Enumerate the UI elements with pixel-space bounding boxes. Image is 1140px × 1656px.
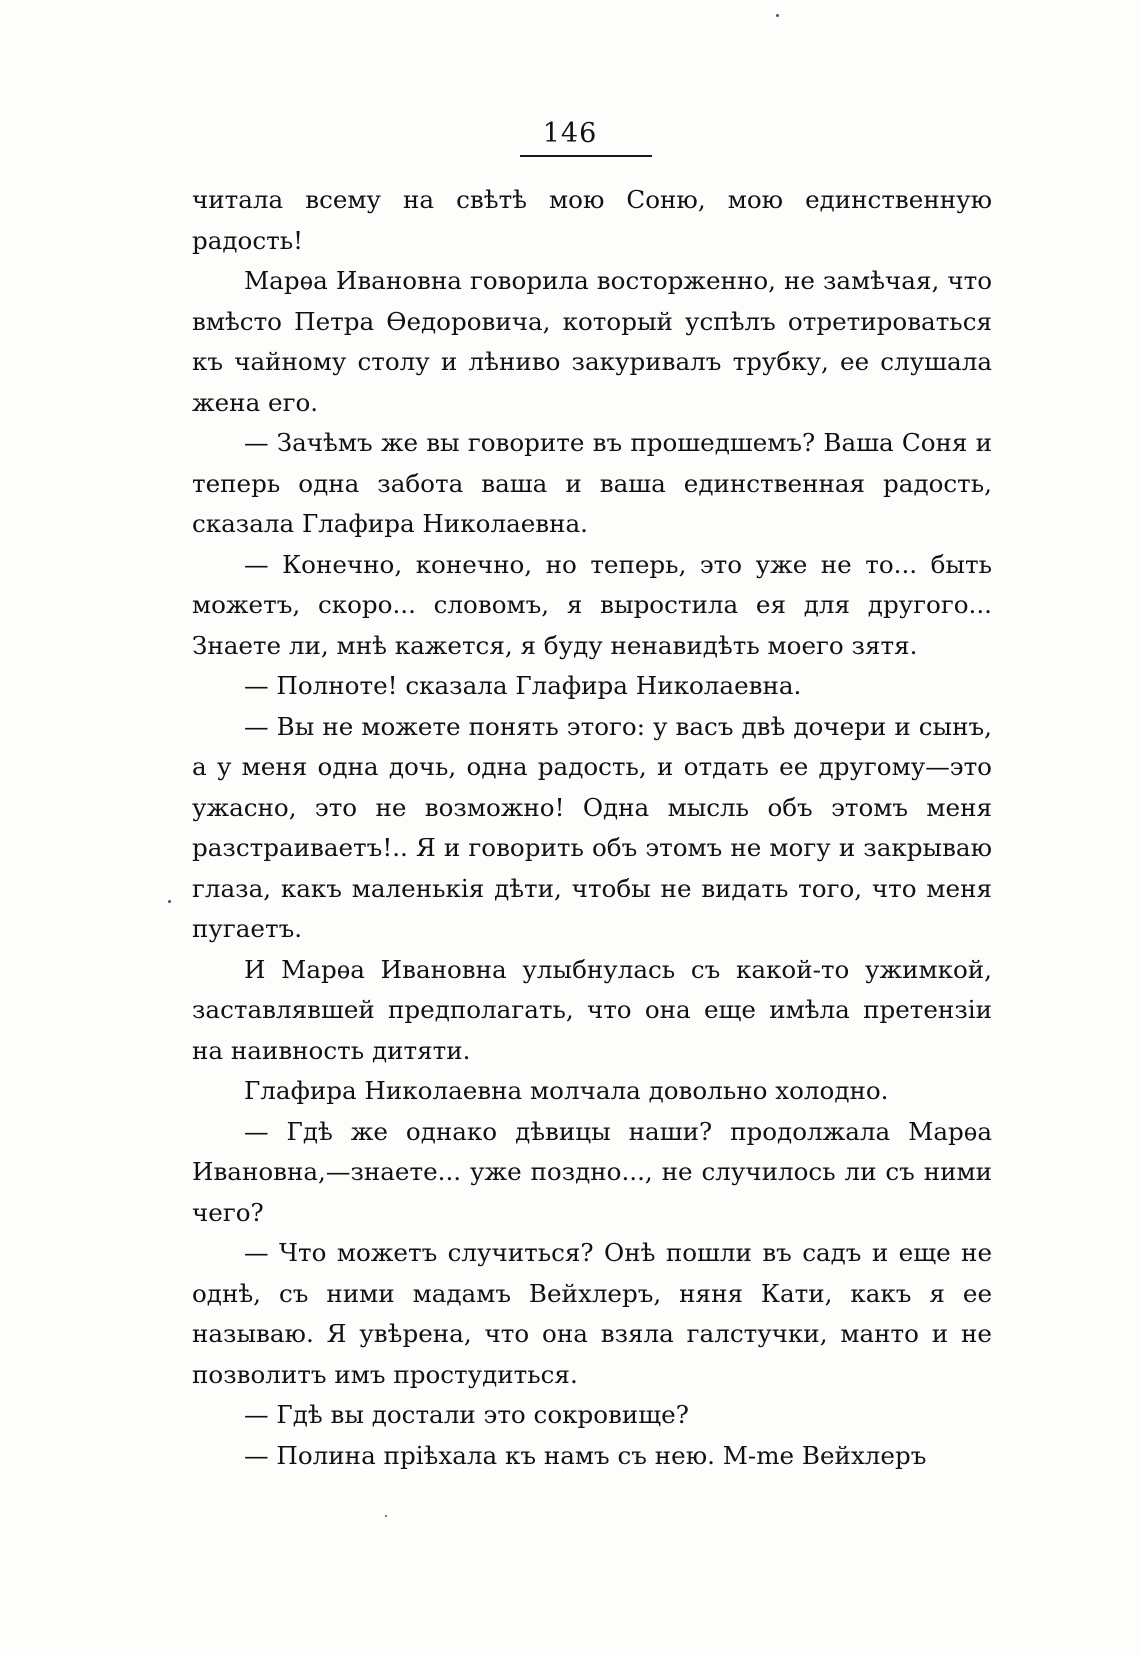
dialogue-line: — Гдѣ же однако дѣвицы наши? продолжала Марѳа Ивановна,—знаете... уже поздно..., не случилось ли съ ними чего?	[192, 1116, 992, 1227]
dialogue-line: — Вы не можете понять этого: у васъ двѣ дочери и сынъ, а у меня одна дочь, одна радость, и отдать ее другому—это ужасно, это не возможно! Одна мысль объ этомъ меня разстраиваетъ!.. Я и говорить объ этомъ не могу и закрываю глаза, какъ маленькія дѣти, чтобы не видать того, что меня пугаетъ.	[192, 711, 992, 943]
dialogue-line: — Гдѣ вы достали это сокровище?	[244, 1400, 689, 1429]
dialogue-line: — Полноте! сказала Глафира Николаевна.	[244, 671, 802, 700]
page-text	[192, 180, 992, 1476]
paragraph: И Марѳа Ивановна улыбнулась съ какой-то ужимкой, заставлявшей предполагать, что она еще имѣла претензіи на наивность дитяти.	[192, 954, 992, 1065]
paper-speck	[385, 1515, 387, 1517]
dialogue-line: — Конечно, конечно, но теперь, это уже не то... быть можетъ, скоро... словомъ, я выростила ея для другого... Знаете ли, мнѣ кажется, я буду ненавидѣть моего зятя.	[192, 549, 992, 660]
page-number-rule	[520, 155, 652, 157]
paragraph-continuation: читала всему на свѣтѣ мою Соню, мою единственную радость!	[192, 185, 992, 255]
paragraph: Марѳа Ивановна говорила восторженно, не замѣчая, что вмѣсто Петра Ѳедоровича, который успѣлъ отретироваться къ чайному столу и лѣниво закуривалъ трубку, ее слушала жена его.	[192, 266, 992, 417]
dialogue-line: — Зачѣмъ же вы говорите въ прошедшемъ? Ваша Соня и теперь одна забота ваша и ваша единственная радость, сказала Глафира Николаевна.	[192, 428, 992, 538]
paper-speck	[776, 14, 779, 17]
paragraph: Глафира Николаевна молчала довольно холодно.	[244, 1076, 889, 1105]
dialogue-line: — Полина пріѣхала къ намъ съ нею. M-me Вейхлеръ	[244, 1440, 927, 1470]
page-number: 146	[542, 118, 598, 149]
dialogue-line: — Что можетъ случиться? Онѣ пошли въ садъ и еще не однѣ, съ ними мадамъ Вейхлеръ, няня Кати, какъ я ее называю. Я увѣрена, что она взяла галстучки, манто и не позволитъ имъ простудиться.	[192, 1238, 992, 1389]
paper-speck	[168, 900, 171, 903]
